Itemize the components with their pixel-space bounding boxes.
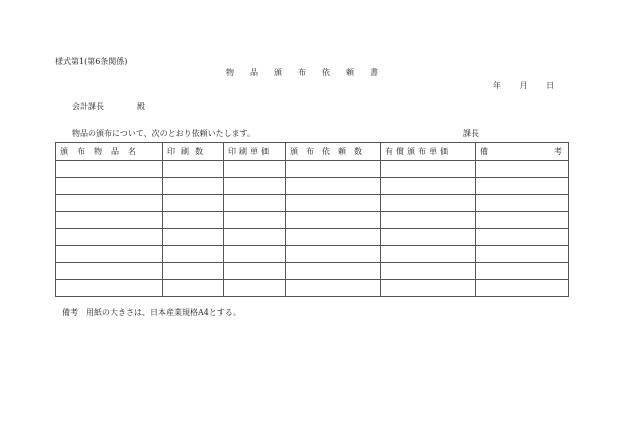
table-cell[interactable] (56, 263, 163, 280)
table-cell[interactable] (224, 280, 286, 297)
table-cell[interactable] (56, 246, 163, 263)
header-request-count: 頒布依頼数 (286, 143, 381, 161)
table-cell[interactable] (56, 178, 163, 195)
table-cell[interactable] (476, 161, 569, 178)
table-cell[interactable] (286, 212, 381, 229)
table-cell[interactable] (476, 212, 569, 229)
table-cell[interactable] (56, 212, 163, 229)
table-cell[interactable] (381, 263, 476, 280)
table-cell[interactable] (476, 246, 569, 263)
table-cell[interactable] (286, 161, 381, 178)
table-cell[interactable] (476, 195, 569, 212)
form-label: 様式第1(第6条関係) (55, 57, 128, 66)
table-cell[interactable] (163, 178, 224, 195)
table-cell[interactable] (381, 280, 476, 297)
table-cell[interactable] (224, 161, 286, 178)
table-cell[interactable] (381, 178, 476, 195)
page-title: 物品頒布依頼書 (226, 68, 394, 77)
table-row (56, 212, 569, 229)
note: 備考 用紙の大きさは、日本産業規格A4とする。 (62, 308, 241, 317)
table-cell[interactable] (286, 280, 381, 297)
request-table (55, 142, 569, 297)
table-row (56, 280, 569, 297)
table-cell[interactable] (163, 246, 224, 263)
header-print-count: 印刷数 (163, 143, 224, 161)
header-remarks: 備 考 (476, 143, 569, 161)
honorific: 殿 (137, 102, 145, 111)
table-cell[interactable] (381, 195, 476, 212)
table-cell[interactable] (56, 161, 163, 178)
table-cell[interactable] (224, 263, 286, 280)
header-paid-unit-price: 有償頒布単価 (381, 143, 476, 161)
table-cell[interactable] (224, 178, 286, 195)
table-cell[interactable] (224, 246, 286, 263)
request-text: 物品の頒布について、次のとおり依頼いたします。 (72, 129, 256, 138)
table-row (56, 263, 569, 280)
table-cell[interactable] (163, 195, 224, 212)
table-cell[interactable] (163, 280, 224, 297)
table-cell[interactable] (56, 280, 163, 297)
table-cell[interactable] (163, 161, 224, 178)
table-cell[interactable] (163, 263, 224, 280)
table-cell[interactable] (224, 229, 286, 246)
table-cell[interactable] (56, 195, 163, 212)
table-cell[interactable] (224, 195, 286, 212)
date-line: 年 月 日 (493, 81, 555, 90)
table-cell[interactable] (163, 212, 224, 229)
table-cell[interactable] (163, 229, 224, 246)
table-cell[interactable] (476, 263, 569, 280)
table-cell[interactable] (381, 246, 476, 263)
table-cell[interactable] (476, 229, 569, 246)
header-print-unit-price: 印刷単価 (224, 143, 286, 161)
table-cell[interactable] (476, 280, 569, 297)
header-item-name: 頒布物品名 (56, 143, 163, 161)
table-cell[interactable] (286, 178, 381, 195)
table-row (56, 161, 569, 178)
requester-title: 課長 (463, 129, 479, 138)
table-cell[interactable] (286, 246, 381, 263)
table-cell[interactable] (286, 229, 381, 246)
table-row (56, 246, 569, 263)
table-cell[interactable] (286, 195, 381, 212)
table-cell[interactable] (56, 229, 163, 246)
table-row (56, 229, 569, 246)
table-cell[interactable] (381, 212, 476, 229)
table-cell[interactable] (224, 212, 286, 229)
table-row (56, 178, 569, 195)
table-cell[interactable] (381, 229, 476, 246)
table-cell[interactable] (286, 263, 381, 280)
addressee: 会計課長 (72, 102, 104, 111)
table-cell[interactable] (476, 178, 569, 195)
table-cell[interactable] (381, 161, 476, 178)
table-header-row (56, 143, 569, 161)
table-row (56, 195, 569, 212)
